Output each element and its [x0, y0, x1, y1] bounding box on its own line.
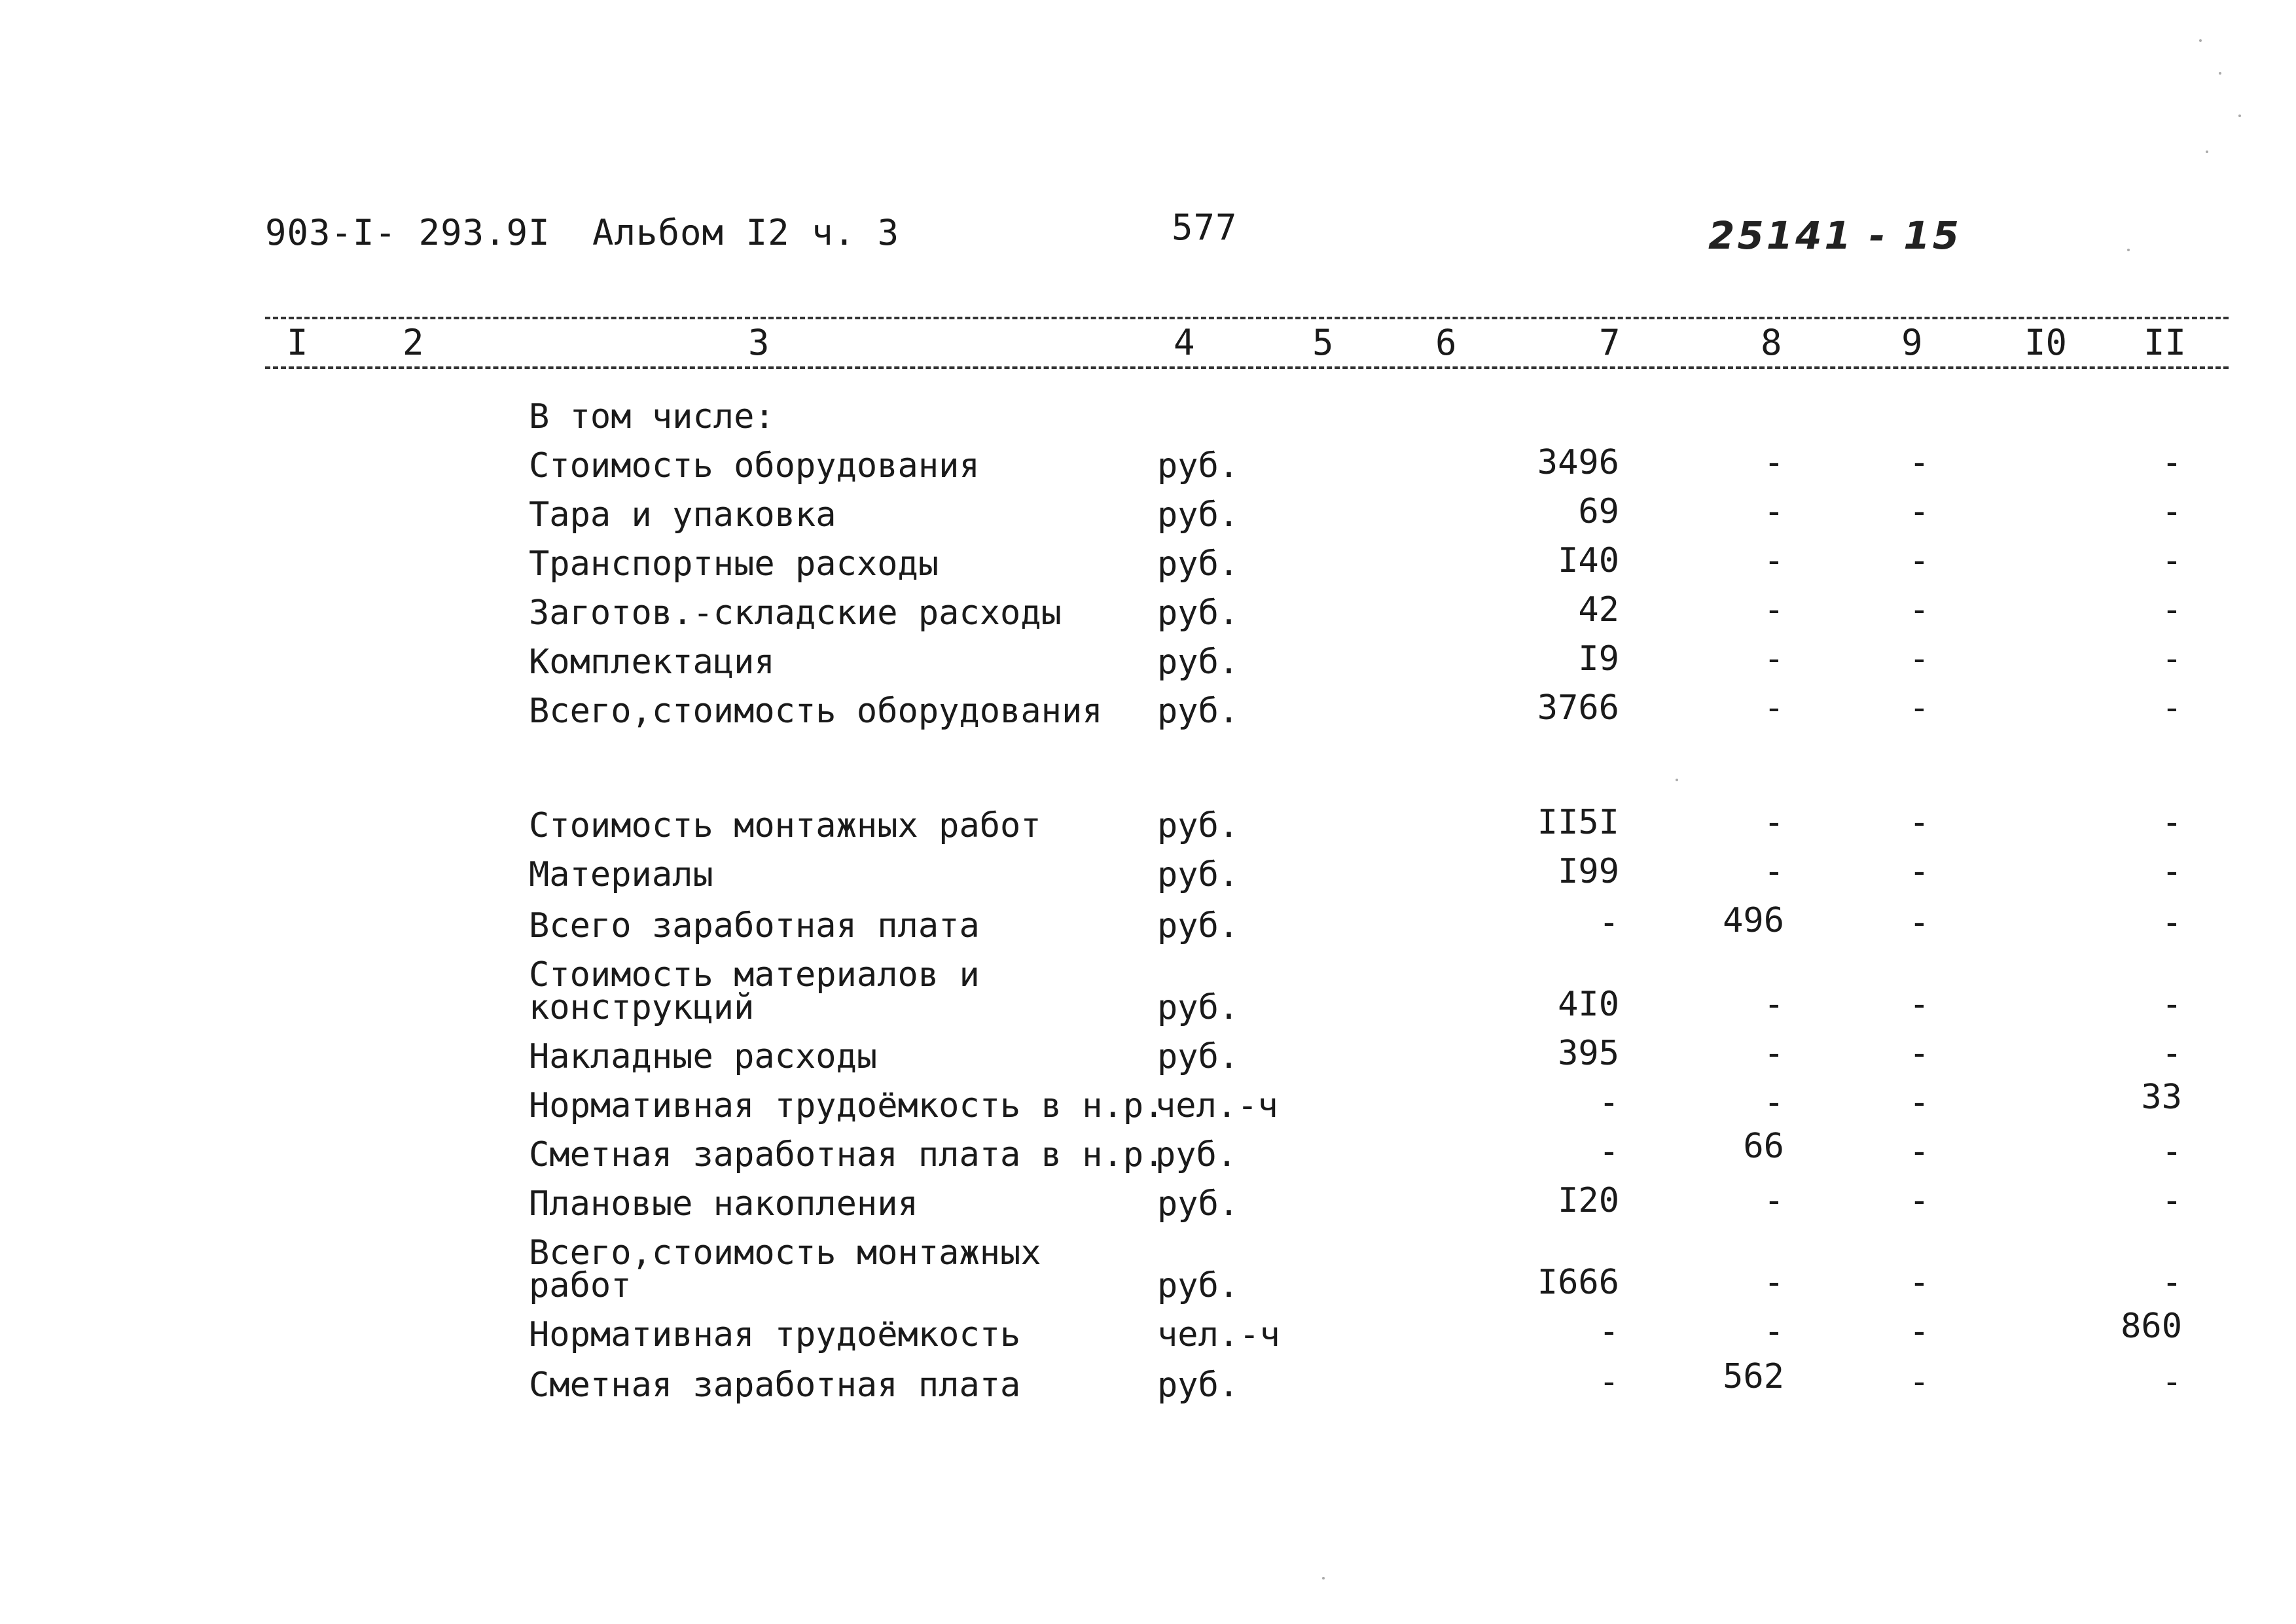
- row-col8: -: [1763, 1312, 1784, 1351]
- row-unit: руб.: [1157, 495, 1240, 535]
- row-col7: I99: [1558, 852, 1619, 891]
- row-col7: -: [1598, 1312, 1619, 1351]
- row-col7: -: [1598, 1362, 1619, 1402]
- row-unit: руб.: [1155, 1135, 1238, 1174]
- column-header-10: I0: [2024, 322, 2068, 363]
- row-col7: 42: [1578, 590, 1619, 629]
- row-label: Тара и упаковка: [529, 495, 836, 535]
- row-col9: -: [1909, 492, 1929, 531]
- row-label: Материалы: [529, 855, 713, 894]
- row-unit: руб.: [1157, 988, 1240, 1027]
- row-unit: руб.: [1157, 692, 1240, 731]
- row-label: Транспортные расходы: [529, 544, 939, 584]
- header-top-rule: [265, 317, 2229, 319]
- row-col7: 3766: [1537, 688, 1619, 728]
- row-col11: -: [2161, 541, 2182, 580]
- row-unit: руб.: [1157, 446, 1240, 485]
- row-col7: -: [1598, 1083, 1619, 1122]
- row-col11: -: [2161, 803, 2182, 842]
- row-col8: 496: [1723, 901, 1784, 940]
- row-col11: -: [2161, 688, 2182, 728]
- page-number: 577: [1172, 207, 1238, 248]
- row-col8: 66: [1743, 1127, 1784, 1166]
- row-col11: -: [2161, 1362, 2182, 1402]
- row-unit: руб.: [1157, 544, 1240, 584]
- scan-speck: [2238, 115, 2241, 117]
- row-col7: I40: [1558, 541, 1619, 580]
- row-label: Плановые накопления: [529, 1184, 918, 1224]
- row-col8: -: [1763, 590, 1784, 629]
- row-col8: -: [1763, 492, 1784, 531]
- row-unit: руб.: [1157, 855, 1240, 894]
- row-col8: -: [1763, 1034, 1784, 1073]
- row-col11: -: [2161, 985, 2182, 1024]
- row-col8: -: [1763, 1083, 1784, 1122]
- row-col7: 3496: [1537, 443, 1619, 482]
- row-label: Сметная заработная плата в н.р.: [529, 1135, 1164, 1174]
- row-col9: -: [1909, 985, 1929, 1024]
- row-col9: -: [1909, 1132, 1929, 1171]
- row-col9: -: [1909, 852, 1929, 891]
- row-col7: -: [1598, 903, 1619, 942]
- row-label: Стоимость оборудования: [529, 446, 980, 485]
- row-col11: -: [2161, 590, 2182, 629]
- row-col11: -: [2161, 639, 2182, 679]
- row-col7: I666: [1537, 1263, 1619, 1302]
- row-col11: 33: [2141, 1078, 2182, 1117]
- row-col11: -: [2161, 1132, 2182, 1171]
- row-col9: -: [1909, 1362, 1929, 1402]
- scan-speck: [1676, 779, 1678, 781]
- row-col8: -: [1763, 1181, 1784, 1220]
- row-col11: -: [2161, 852, 2182, 891]
- row-col11: 860: [2121, 1307, 2182, 1346]
- row-col9: -: [1909, 1083, 1929, 1122]
- scan-speck: [2219, 72, 2221, 75]
- column-header-3: 3: [748, 322, 770, 363]
- scan-speck: [2206, 150, 2208, 153]
- row-col8: -: [1763, 541, 1784, 580]
- section-title: В том числе:: [529, 397, 775, 436]
- scan-speck: [2199, 39, 2202, 42]
- row-col9: -: [1909, 1034, 1929, 1073]
- row-col8: -: [1763, 688, 1784, 728]
- album-label: Альбом I2 ч. 3: [592, 212, 900, 253]
- row-col8: -: [1763, 1263, 1784, 1302]
- row-label: Всего заработная плата: [529, 906, 980, 945]
- row-col7: II5I: [1537, 803, 1619, 842]
- column-header-11: II: [2144, 322, 2187, 363]
- row-col11: -: [2161, 1263, 2182, 1302]
- row-col11: -: [2161, 903, 2182, 942]
- row-col9: -: [1909, 590, 1929, 629]
- scan-speck: [2127, 249, 2130, 251]
- row-label: Стоимость монтажных работ: [529, 806, 1041, 845]
- row-col8: 562: [1723, 1357, 1784, 1396]
- row-label-continuation: работ: [529, 1266, 632, 1305]
- row-unit: руб.: [1157, 1037, 1240, 1076]
- row-col7: I20: [1558, 1181, 1619, 1220]
- scan-speck: [1322, 1577, 1325, 1580]
- column-header-9: 9: [1901, 322, 1923, 363]
- row-col9: -: [1909, 803, 1929, 842]
- row-unit: руб.: [1157, 1184, 1240, 1224]
- row-col11: -: [2161, 443, 2182, 482]
- row-label: Заготов.-складские расходы: [529, 593, 1062, 633]
- row-col9: -: [1909, 688, 1929, 728]
- row-col8: -: [1763, 852, 1784, 891]
- row-unit: чел.-ч: [1157, 1315, 1280, 1354]
- row-col9: -: [1909, 1263, 1929, 1302]
- header-bottom-rule: [265, 366, 2229, 369]
- row-label: Всего,стоимость монтажных: [529, 1233, 1041, 1273]
- row-col7: 395: [1558, 1034, 1619, 1073]
- column-header-5: 5: [1312, 322, 1334, 363]
- row-col8: -: [1763, 985, 1784, 1024]
- row-col8: -: [1763, 803, 1784, 842]
- row-unit: руб.: [1157, 1266, 1240, 1305]
- row-col8: -: [1763, 639, 1784, 679]
- row-unit: руб.: [1157, 643, 1240, 682]
- row-col7: 69: [1578, 492, 1619, 531]
- row-col7: 4I0: [1558, 985, 1619, 1024]
- column-header-8: 8: [1761, 322, 1782, 363]
- row-col8: -: [1763, 443, 1784, 482]
- column-header-1: I: [287, 322, 308, 363]
- row-label: Накладные расходы: [529, 1037, 878, 1076]
- row-col7: -: [1598, 1132, 1619, 1171]
- row-unit: руб.: [1157, 806, 1240, 845]
- row-col7: I9: [1578, 639, 1619, 679]
- column-header-6: 6: [1435, 322, 1457, 363]
- row-col9: -: [1909, 1181, 1929, 1220]
- row-unit: руб.: [1157, 906, 1240, 945]
- row-col11: -: [2161, 492, 2182, 531]
- document-code: 903-I- 293.9I: [265, 212, 550, 253]
- row-unit: чел.-ч: [1155, 1086, 1278, 1125]
- column-header-4: 4: [1174, 322, 1195, 363]
- row-label: Всего,стоимость оборудования: [529, 692, 1103, 731]
- column-header-7: 7: [1599, 322, 1621, 363]
- row-col9: -: [1909, 541, 1929, 580]
- row-col9: -: [1909, 1312, 1929, 1351]
- row-col9: -: [1909, 639, 1929, 679]
- row-col9: -: [1909, 903, 1929, 942]
- row-label: Нормативная трудоёмкость в н.р.: [529, 1086, 1164, 1125]
- row-label: Комплектация: [529, 643, 775, 682]
- row-label-continuation: конструкций: [529, 988, 755, 1027]
- row-col11: -: [2161, 1181, 2182, 1220]
- row-unit: руб.: [1157, 1366, 1240, 1405]
- row-label: Нормативная трудоёмкость: [529, 1315, 1021, 1354]
- row-label: Сметная заработная плата: [529, 1366, 1021, 1405]
- row-unit: руб.: [1157, 593, 1240, 633]
- column-header-2: 2: [403, 322, 424, 363]
- row-col9: -: [1909, 443, 1929, 482]
- handwritten-code: 25141 - 15: [1708, 213, 1962, 258]
- row-col11: -: [2161, 1034, 2182, 1073]
- row-label: Стоимость материалов и: [529, 955, 980, 995]
